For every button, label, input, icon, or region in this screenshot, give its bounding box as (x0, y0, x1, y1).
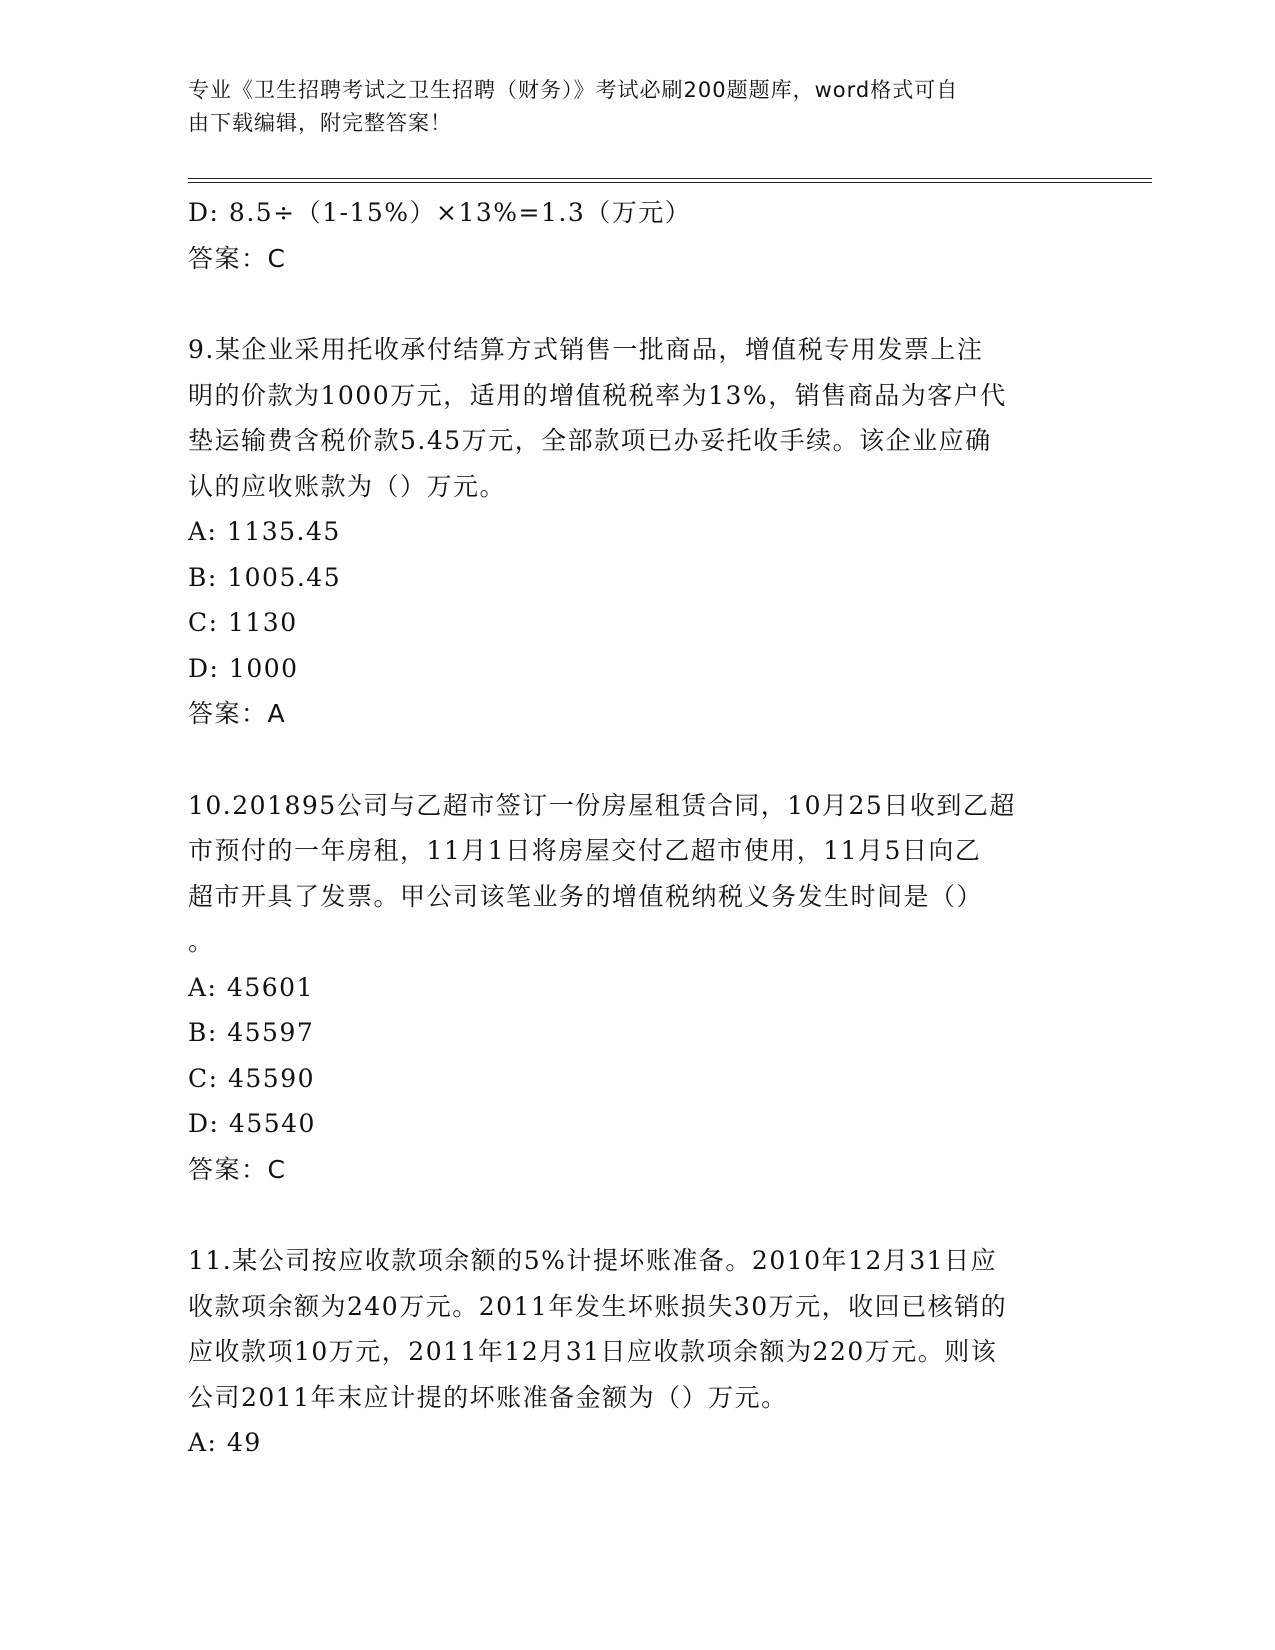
spacer (188, 281, 1088, 327)
question-text-line: 公司2011年末应计提的坏账准备金额为（）万元。 (188, 1382, 788, 1412)
question-text-line: 9.某企业采用托收承付结算方式销售一批商品，增值税专用发票上注 (188, 335, 984, 364)
option-a: A: 45601 (188, 972, 314, 1002)
question-9 (188, 327, 1088, 737)
question-text-line: 11.某公司按应收款项余额的5%计提坏账准备。2010年12月31日应 (188, 1246, 998, 1275)
option-c: C: 45590 (188, 1063, 316, 1093)
option-d: D: 8.5÷（1-15%）×13%=1.3（万元） (188, 198, 692, 227)
header-title-line-1: 专业《卫生招聘考试之卫生招聘（财务）》考试必刷200题题库，word格式可自 (188, 78, 959, 102)
option-a: A: 1135.45 (188, 517, 341, 546)
answer-line: 答案：C (188, 1154, 287, 1184)
question-text-line: 市预付的一年房租，11月1日将房屋交付乙超市使用，11月5日向乙 (188, 836, 982, 865)
option-a: A: 49 (188, 1428, 262, 1457)
question-text-line: 。 (188, 927, 215, 956)
question-text-line: 认的应收账款为（）万元。 (188, 471, 507, 501)
question-text-line: 10.201895公司与乙超市签订一份房屋租赁合同，10月25日收到乙超 (188, 790, 1016, 820)
answer-line: 答案：A (188, 699, 287, 728)
spacer (188, 1192, 1088, 1238)
header-title-line-2: 由下载编辑，附完整答案！ (188, 111, 452, 135)
question-text-line: 收款项余额为240万元。2011年发生坏账损失30万元，收回已核销的 (188, 1291, 1008, 1321)
header-double-rule (188, 178, 1152, 183)
spacer (188, 737, 1088, 783)
question-text-line: 应收款项10万元，2011年12月31日应收款项余额为220万元。则该 (188, 1337, 998, 1366)
option-d: D: 1000 (188, 653, 299, 683)
previous-question-tail (188, 190, 1088, 281)
option-b: B: 45597 (188, 1018, 315, 1047)
question-11 (188, 1238, 1088, 1466)
answer-line: 答案：C (188, 243, 287, 273)
question-text-line: 超市开具了发票。甲公司该笔业务的增值税纳税义务发生时间是（） (188, 881, 984, 911)
page-header (188, 74, 1068, 140)
option-d: D: 45540 (188, 1109, 316, 1138)
question-10 (188, 783, 1088, 1193)
question-text-line: 垫运输费含税价款5.45万元，全部款项已办妥托收手续。该企业应确 (188, 426, 992, 455)
document-body (188, 190, 1088, 1466)
option-c: C: 1130 (188, 608, 298, 637)
option-b: B: 1005.45 (188, 562, 342, 592)
question-text-line: 明的价款为1000万元，适用的增值税税率为13%，销售商品为客户代 (188, 380, 1007, 410)
